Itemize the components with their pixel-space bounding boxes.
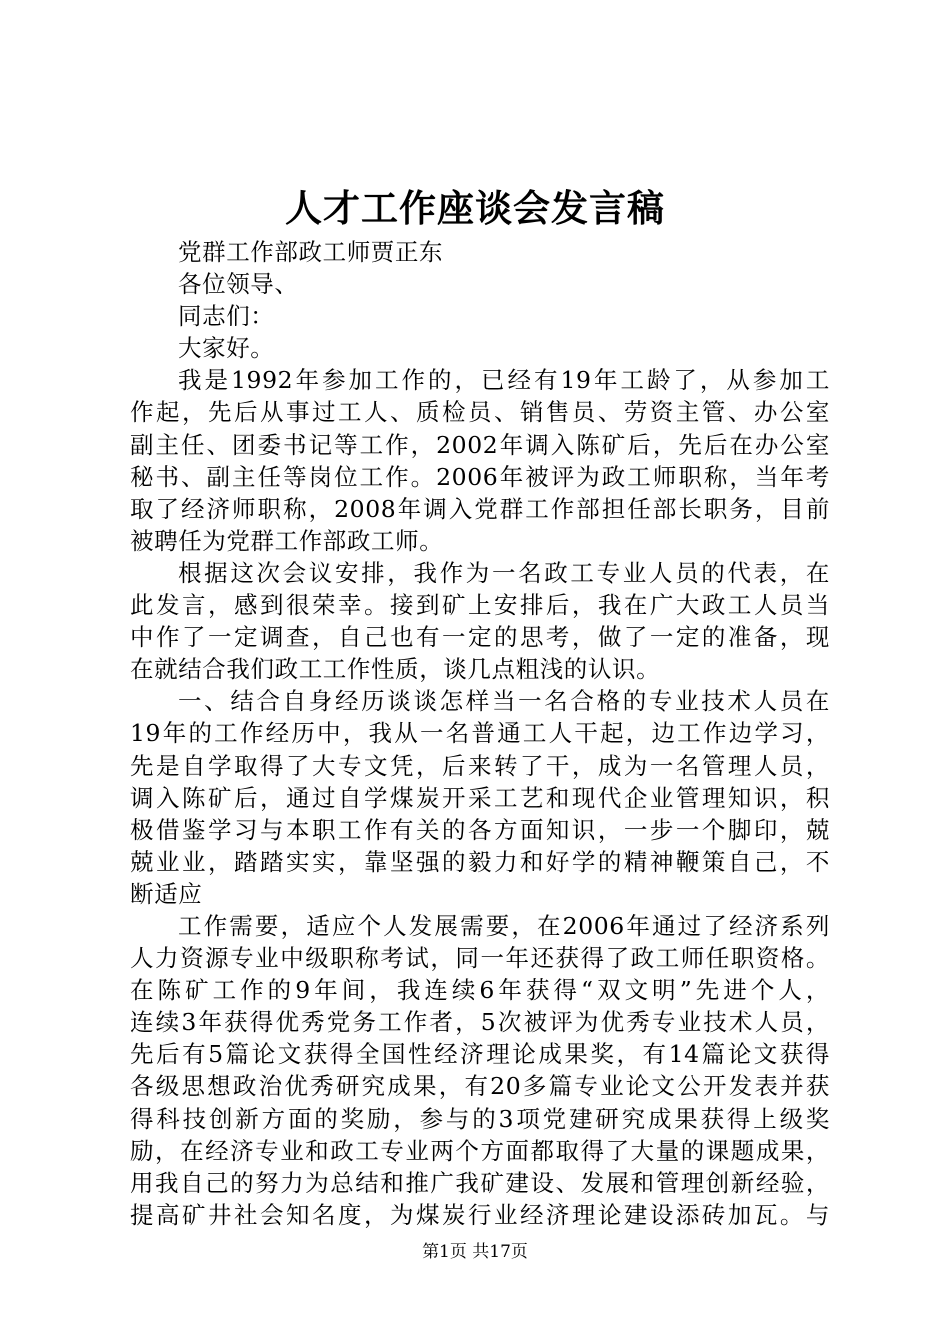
text-line: 作起，先后从事过工人、质检员、销售员、劳资主管、办公室 — [130, 398, 830, 427]
text-line: 先后有5篇论文获得全国性经济理论成果奖，有14篇论文获得 — [130, 1040, 830, 1069]
text-line: 取了经济师职称，2008年调入党群工作部担任部长职务，目前 — [130, 494, 830, 523]
text-line: 一、结合自身经历谈谈怎样当一名合格的专业技术人员在 — [178, 687, 830, 716]
text-line: 副主任、团委书记等工作，2002年调入陈矿后，先后在办公室 — [130, 430, 830, 459]
text-line: 同志们： — [178, 302, 275, 331]
text-line: 用我自己的努力为总结和推广我矿建设、发展和管理创新经验， — [130, 1168, 830, 1197]
text-line: 在陈矿工作的9年间，我连续6年获得“双文明”先进个人， — [130, 976, 830, 1005]
text-line: 断适应 — [130, 879, 203, 908]
text-line: 秘书、副主任等岗位工作。2006年被评为政工师职称，当年考 — [130, 462, 830, 491]
text-line: 我是1992年参加工作的，已经有19年工龄了，从参加工 — [178, 366, 830, 395]
text-line: 各级思想政治优秀研究成果，有20多篇专业论文公开发表并获 — [130, 1072, 830, 1101]
text-line: 提高矿井社会知名度，为煤炭行业经济理论建设添砖加瓦。与 — [130, 1200, 830, 1229]
text-line: 被聘任为党群工作部政工师。 — [130, 526, 444, 555]
text-line: 在就结合我们政工工作性质，谈几点粗浅的认识。 — [130, 655, 661, 684]
text-line: 大家好。 — [178, 334, 275, 363]
document-body — [130, 236, 830, 1231]
text-line: 党群工作部政工师贾正东 — [178, 238, 444, 266]
text-line: 兢业业，踏踏实实，靠坚强的毅力和好学的精神鞭策自己，不 — [130, 847, 830, 876]
text-line: 根据这次会议安排，我作为一名政工专业人员的代表，在 — [178, 558, 830, 587]
text-line: 励，在经济专业和政工专业两个方面都取得了大量的课题成果， — [130, 1136, 830, 1165]
text-line: 极借鉴学习与本职工作有关的各方面知识，一步一个脚印，兢 — [130, 815, 830, 844]
document-title: 人才工作座谈会发言稿 — [285, 186, 665, 230]
text-line: 各位领导、 — [178, 270, 299, 299]
text-line: 工作需要，适应个人发展需要，在2006年通过了经济系列 — [178, 911, 830, 940]
text-line: 此发言，感到很荣幸。接到矿上安排后，我在广大政工人员当 — [130, 591, 830, 620]
text-line: 调入陈矿后，通过自学煤炭开采工艺和现代企业管理知识，积 — [130, 783, 830, 812]
text-line: 连续3年获得优秀党务工作者，5次被评为优秀专业技术人员， — [130, 1008, 830, 1037]
text-line: 人力资源专业中级职称考试，同一年还获得了政工师任职资格。 — [130, 944, 830, 973]
text-line: 得科技创新方面的奖励，参与的3项党建研究成果获得上级奖 — [130, 1104, 830, 1133]
text-line: 19年的工作经历中，我从一名普通工人干起，边工作边学习， — [130, 719, 830, 748]
text-line: 先是自学取得了大专文凭，后来转了干，成为一名管理人员， — [130, 751, 830, 780]
page-footer: 第1页 共17页 — [422, 1242, 528, 1262]
text-line: 中作了一定调查，自己也有一定的思考，做了一定的准备，现 — [130, 623, 830, 652]
